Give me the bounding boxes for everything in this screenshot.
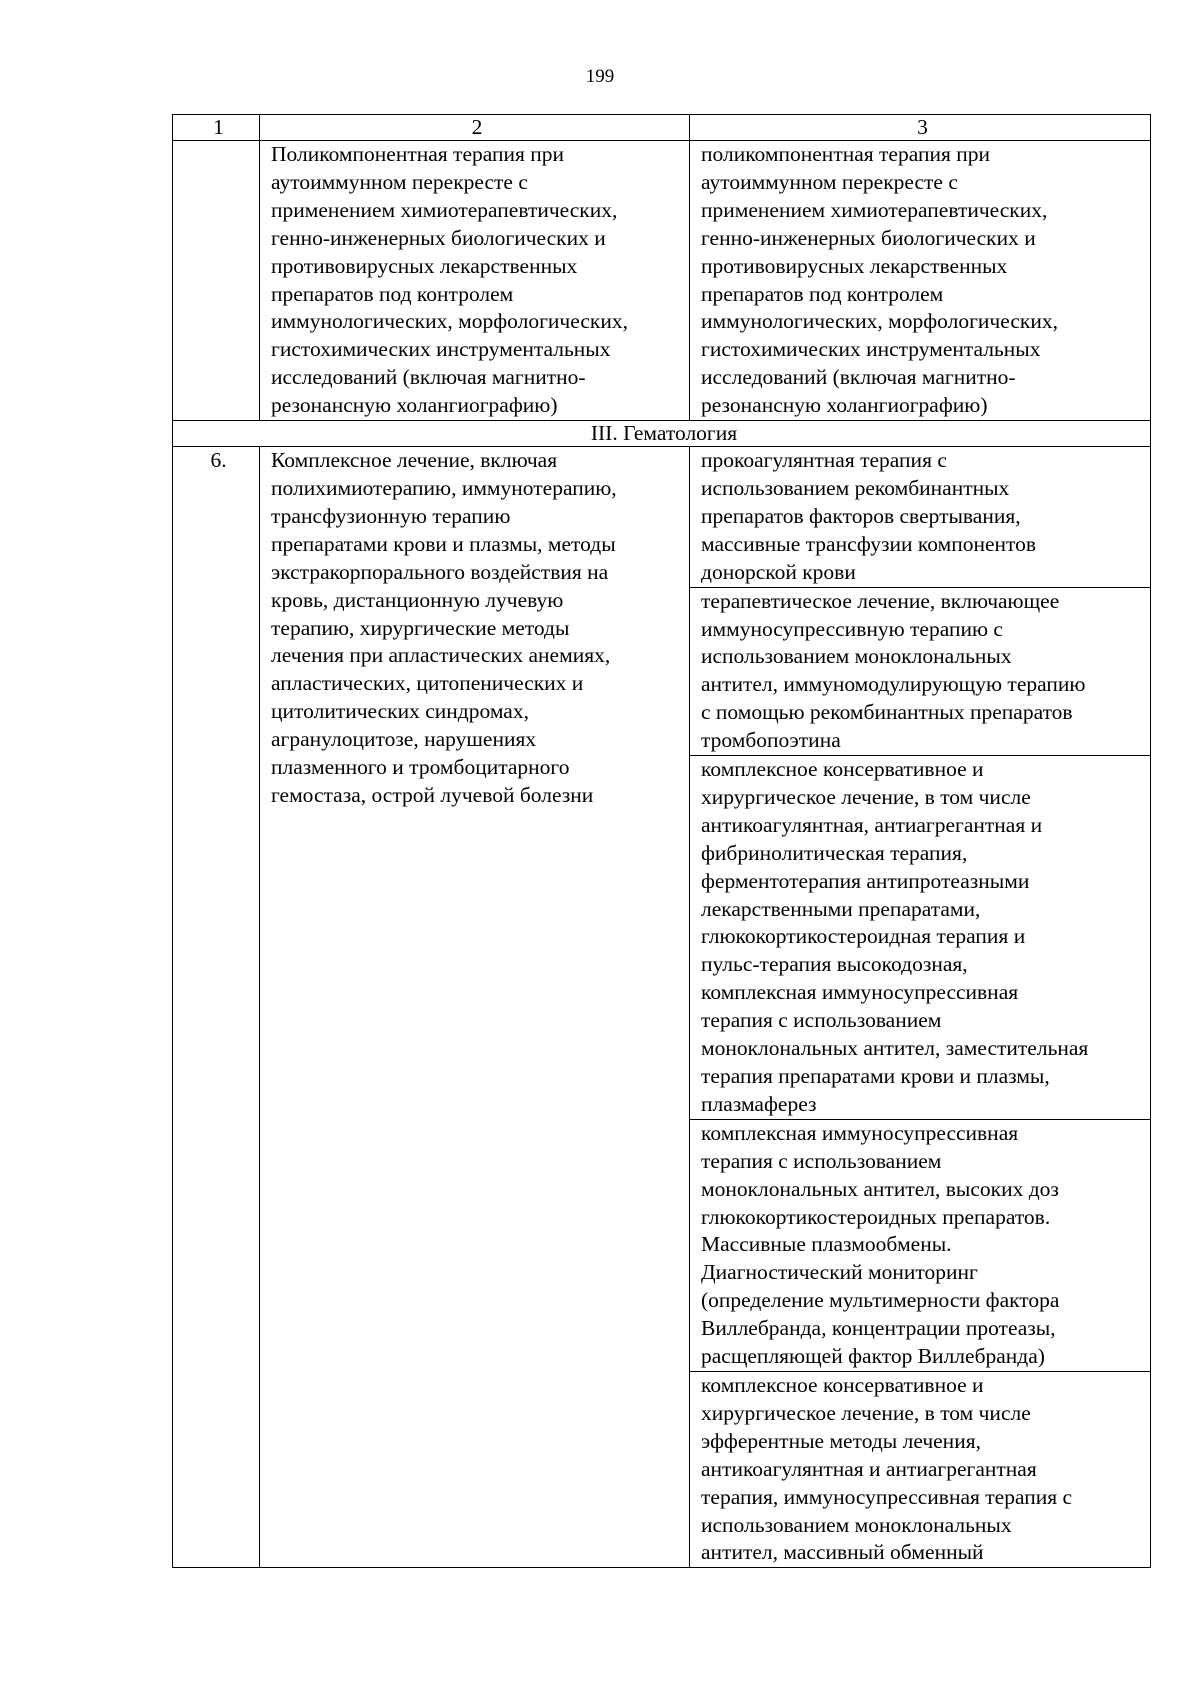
header-col-2: 2 bbox=[260, 115, 690, 141]
treatment-method-cell: комплексное консервативное и хирургическое лечение, в том числе антикоагулянтная, антиагрегантная и фибринолитическая терапия, ферментотерапия антипротеазными лекарственными препаратами, глюкокортикостероидная терапия и пульс-терапия высокодозная, комплексная иммуносупрессивная терапия с использованием моноклональных антител, заместительная терапия препаратами крови и плазмы, плазмаферез bbox=[690, 756, 1151, 1120]
row-number-cell bbox=[173, 141, 260, 421]
section-row bbox=[173, 421, 1151, 447]
table-header-row bbox=[173, 115, 1151, 141]
header-col-3: 3 bbox=[690, 115, 1151, 141]
treatment-description-cell: Поликомпонентная терапия при аутоиммунном перекресте с применением химиотерапевтических, генно-инженерных биологических и противовирусных лекарственных препаратов под контролем иммунологических, морфологических, гистохимических инструментальных исследований (включая магнитно- резонансную холангиографию) bbox=[260, 141, 690, 421]
treatment-method-cell: поликомпонентная терапия при аутоиммунном перекресте с применением химиотерапевтических, генно-инженерных биологических и противовирусных лекарственных препаратов под контролем иммунологических, морфологических, гистохимических инструментальных исследований (включая магнитно- резонансную холангиографию) bbox=[690, 141, 1151, 421]
treatment-method-cell: терапевтическое лечение, включающее иммуносупрессивную терапию с использованием моноклональных антител, иммуномодулирующую терапию с помощью рекомбинантных препаратов тромбопоэтина bbox=[690, 587, 1151, 755]
document-table bbox=[172, 114, 1151, 1568]
treatment-method-cell: прокоагулянтная терапия с использованием рекомбинантных препаратов факторов свертывания, массивные трансфузии компонентов донорской крови bbox=[690, 447, 1151, 588]
treatment-method-cell: комплексная иммуносупрессивная терапия с использованием моноклональных антител, высоких доз глюкокортикостероидных препаратов. Массивные плазмообмены. Диагностический мониторинг (определение мультимерности фактора Виллебранда, концентрации протеазы, расщепляющей фактор Виллебранда) bbox=[690, 1119, 1151, 1371]
treatment-method-cell: комплексное консервативное и хирургическое лечение, в том числе эфферентные методы лечения, антикоагулянтная и антиагрегантная терапия, иммуносупрессивная терапия с использованием моноклональных антител, массивный обменный bbox=[690, 1371, 1151, 1567]
section-title: III. Гематология bbox=[173, 421, 1151, 447]
table-row bbox=[173, 141, 1151, 421]
page-number: 199 bbox=[585, 66, 615, 87]
row-number-cell: 6. bbox=[173, 447, 260, 1568]
table-row bbox=[173, 447, 1151, 588]
header-col-1: 1 bbox=[173, 115, 260, 141]
treatment-description-cell: Комплексное лечение, включая полихимиотерапию, иммунотерапию, трансфузионную терапию препаратами крови и плазмы, методы экстракорпорального воздействия на кровь, дистанционную лучевую терапию, хирургические методы лечения при апластических анемиях, апластических, цитопенических и цитолитических синдромах, агранулоцитозе, нарушениях плазменного и тромбоцитарного гемостаза, острой лучевой болезни bbox=[260, 447, 690, 1568]
